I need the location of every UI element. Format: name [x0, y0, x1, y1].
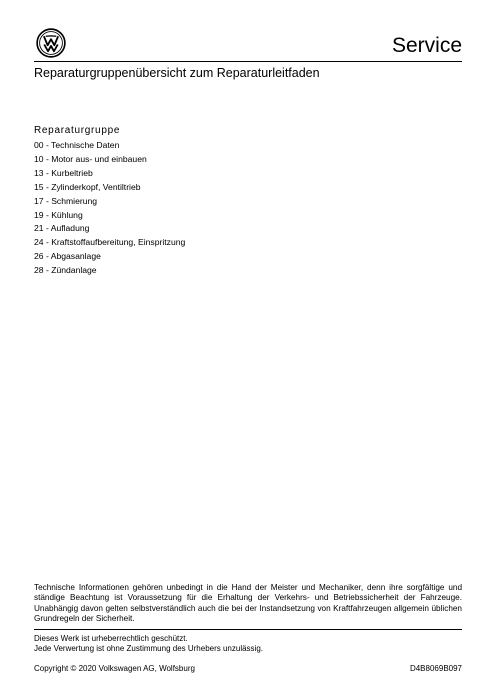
- repair-group-link-24[interactable]: 24 - Kraftstoffaufbereitung, Einspritzung: [34, 237, 186, 248]
- section-heading: Reparaturgruppe: [34, 125, 121, 136]
- list-item[interactable]: [34, 264, 185, 278]
- repair-group-link-26[interactable]: 26 - Abgasanlage: [34, 251, 101, 262]
- repair-group-link-28[interactable]: 28 - Zündanlage: [34, 265, 97, 276]
- list-item[interactable]: [34, 139, 185, 153]
- repair-group-link-19[interactable]: 19 - Kühlung: [34, 209, 83, 220]
- header-divider: [34, 61, 462, 62]
- list-item[interactable]: [34, 236, 185, 250]
- repair-group-link-15[interactable]: 15 - Zylinderkopf, Ventiltrieb: [34, 181, 141, 192]
- list-item[interactable]: [34, 250, 185, 264]
- copyright-notice: [34, 634, 263, 654]
- document-id: D4B8069B097: [409, 664, 462, 673]
- repair-group-link-10[interactable]: 10 - Motor aus- und einbauen: [34, 153, 147, 164]
- copyright-notice-line-1: Dieses Werk ist urheberrechtlich geschützt.: [34, 634, 188, 643]
- footer-divider: [34, 629, 462, 630]
- vw-logo-icon: [36, 28, 66, 58]
- repair-group-link-17[interactable]: 17 - Schmierung: [34, 195, 98, 206]
- repair-group-list: [34, 139, 185, 278]
- copyright-notice-line-2: Jede Verwertung ist ohne Zustimmung des Urhebers unzulässig.: [34, 644, 264, 654]
- repair-group-link-00[interactable]: 00 - Technische Daten: [34, 140, 120, 150]
- safety-notice: Technische Informationen gehören unbedingt in die Hand der Meister und Mechaniker, denn ihre sorgfältige und ständige Beachtung ist Voraussetzung für die Erhaltung der Verkehrs- und Betriebssicherheit der Fahrzeuge. Unabhängig davon gelten selbstverständlich auch die bei der Instandsetzung von Kraftfahrzeugen allgemein üblichen Grundregeln der Sicherheit.: [34, 583, 462, 624]
- repair-group-link-21[interactable]: 21 - Aufladung: [34, 223, 90, 234]
- list-item[interactable]: [34, 222, 185, 236]
- list-item[interactable]: [34, 209, 185, 223]
- list-item[interactable]: [34, 167, 185, 181]
- list-item[interactable]: [34, 195, 185, 209]
- footer-copyright: Copyright © 2020 Volkswagen AG, Wolfsburg: [34, 664, 195, 673]
- service-title: Service: [391, 34, 462, 57]
- page-subtitle: Reparaturgruppenübersicht zum Reparaturleitfaden: [34, 66, 320, 80]
- list-item[interactable]: [34, 153, 185, 167]
- repair-group-link-13[interactable]: 13 - Kurbeltrieb: [34, 167, 93, 178]
- list-item[interactable]: [34, 181, 185, 195]
